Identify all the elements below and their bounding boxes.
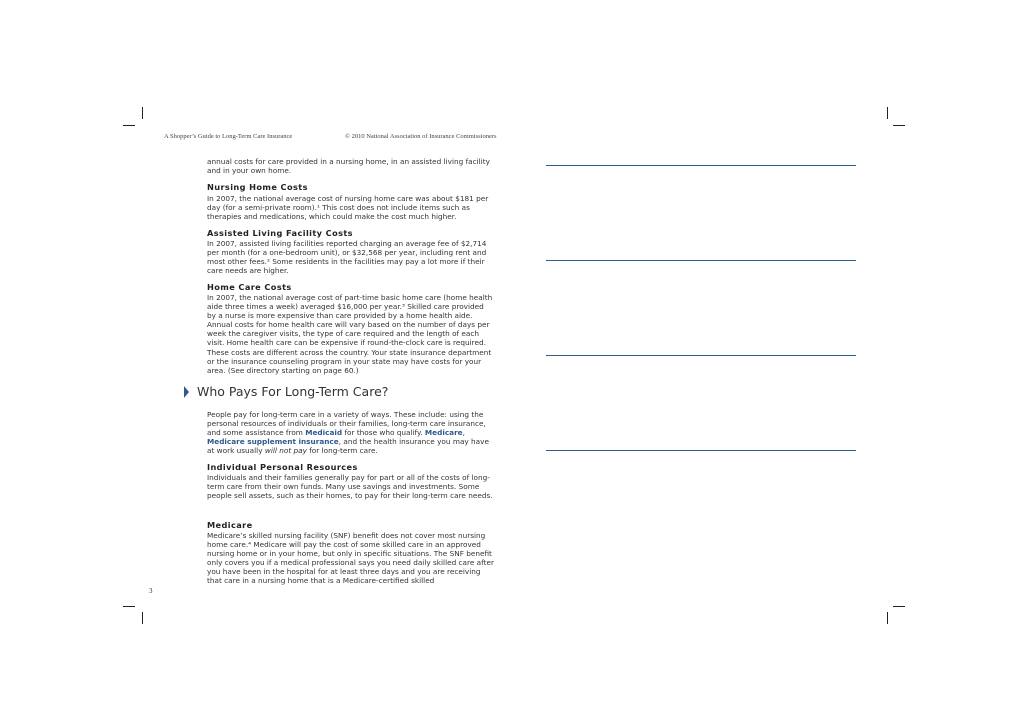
crop-mark-br-h xyxy=(893,606,905,607)
medicare-supplement-link[interactable]: Medicare supplement insurance xyxy=(207,437,339,447)
running-header-title: A Shopper’s Guide to Long-Term Care Insurance xyxy=(164,133,293,140)
crop-mark-tl-v xyxy=(142,107,143,119)
assisted-living-costs-text: In 2007, assisted living facilities reported charging an average fee of $2,714 per month (for a one-bedroom unit), or $32,568 per year, including rent and most other fees.² Some residents in the facilities may pay a lot more if their care needs are higher. xyxy=(207,239,487,276)
page-number: 3 xyxy=(149,587,153,595)
medicaid-link[interactable]: Medicaid xyxy=(305,428,343,438)
nursing-home-costs-heading: Nursing Home Costs xyxy=(207,182,308,192)
home-care-costs-text: In 2007, the national average cost of part-time basic home care (home health aide three times a week) averaged $16,000 per year.³ Skilled care provided by a nurse is more expensive than care provided by a home health aide. Annual costs for home health care will vary based on the number of days per week the caregiver visits, the type of care required and the length of each visit. Home health care can be expensive if round-the-clock care is required. These costs are different across the country. Your state insurance department or the insurance counseling program in your state may have costs for your area. (See directory starting on page 60.) xyxy=(207,293,493,375)
who-pays-text-2: for those who qualify. xyxy=(342,428,425,438)
who-pays-text-4: , and the health insurance you may have at work usually xyxy=(207,437,489,456)
assisted-living-costs-heading: Assisted Living Facility Costs xyxy=(207,228,353,238)
rule-line-1 xyxy=(546,165,856,166)
medicare-heading: Medicare xyxy=(207,520,253,530)
crop-mark-bl-h xyxy=(123,606,135,607)
crop-mark-tl-h xyxy=(123,125,135,126)
medicare-link[interactable]: Medicare xyxy=(424,428,463,438)
who-pays-text-1: People pay for long-term care in a variety of ways. These include: using the personal resources of individuals or their families, long-term care insurance, and some assistance from xyxy=(207,410,486,438)
crop-mark-tr-v xyxy=(887,107,888,119)
will-not-pay-emphasis: will not pay xyxy=(264,446,307,456)
rule-line-3 xyxy=(546,355,856,356)
rule-line-4 xyxy=(546,450,856,451)
home-care-costs-heading: Home Care Costs xyxy=(207,282,292,292)
section-title-who-pays xyxy=(184,384,388,399)
crop-mark-br-v xyxy=(887,612,888,624)
rule-line-2 xyxy=(546,260,856,261)
crop-mark-tr-h xyxy=(893,125,905,126)
personal-resources-text: Individuals and their families generally pay for part or all of the costs of long-term care from their own funds. Many use savings and investments. Some people sell assets, such as their homes, to pay for their long-term care needs. xyxy=(207,473,493,501)
nursing-home-costs-text: In 2007, the national average cost of nursing home care was about $181 per day (for a semi-private room).¹ This cost does not include items such as therapies and medications, which could make the cost much higher. xyxy=(207,194,489,222)
crop-mark-bl-v xyxy=(142,612,143,624)
who-pays-paragraph xyxy=(207,410,495,455)
who-pays-text-3: , xyxy=(462,428,465,438)
intro-paragraph: annual costs for care provided in a nursing home, in an assisted living facility and in your own home. xyxy=(207,157,490,176)
medicare-text: Medicare’s skilled nursing facility (SNF) benefit does not cover most nursing home care.⁴ Medicare will pay the cost of some skilled care in an approved nursing home or in your home, but only in specific situations. The SNF benefit only covers you if a medical professional says you need daily skilled care after you have been in the hospital for at least three days and you are receiving that care in a nursing home that is a Medicare-certified skilled xyxy=(207,531,494,586)
personal-resources-heading: Individual Personal Resources xyxy=(207,462,358,472)
who-pays-text-5: for long-term care. xyxy=(306,446,378,456)
section-title-text: Who Pays For Long-Term Care? xyxy=(197,384,389,399)
running-header-copyright: © 2010 National Association of Insurance Commissioners xyxy=(345,133,497,140)
triangle-bullet-icon xyxy=(184,386,189,398)
